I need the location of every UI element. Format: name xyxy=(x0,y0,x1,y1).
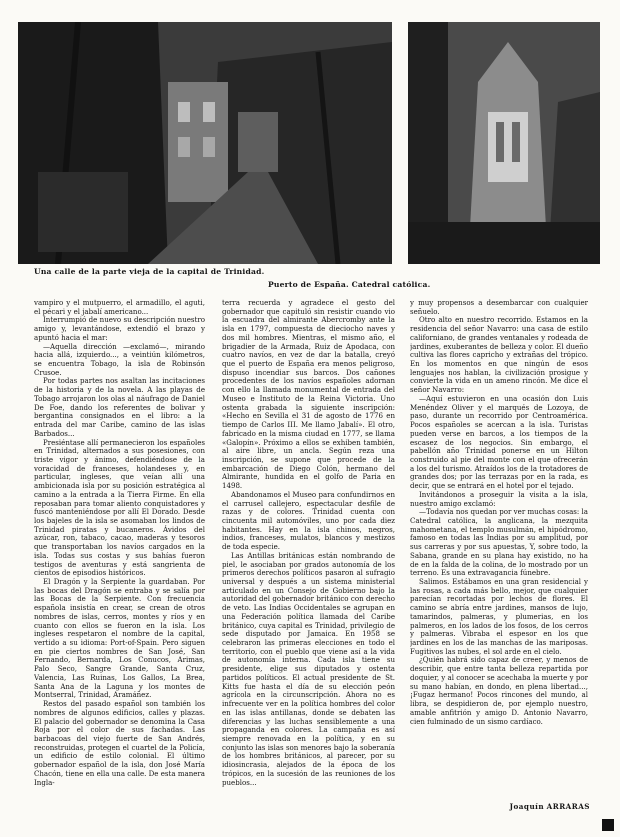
paragraph: —Aquí estuvieron en una ocasión don Luis Menéndez Oliver y el marqués de Lozoya, de paso, durante un recorrido por Centroamérica. Pocos españoles se acercan a la isla. Turistas pueden verse en barcos, a los tiempos de la escasez de los negocios. Sin embargo, el pabellón año Trinidad ponerse en un Hilton construido al pie del monte con el que ofrecerán a los del turismo. Atraídos los de la trotadores de grandes dos; por las terrazas por en la rada, es decir, que se entrará en el hotel por el tejado. xyxy=(410,393,588,491)
paragraph: Presiéntase allí permanecieron los españoles en Trinidad, alternados a sus posesiones, con triste vigor y ánimo, defendiéndose de la voracidad de franceses, holandeses y, en particular, ingleses, que veían allí una ambicionada isla por su posición estratégica al camino a la entrada a la Tierra Firme. En ella reposaban para tomar aliento conquistadores y fuscó manteniéndose por allí El Dorado. Desde los bajeles de la isla se asomaban los lindos de Trinidad piratas y bucaneros. Ávidos del azúcar, ron, tabaco, cacao, maderas y tesoros que transportaban los navíos cargados en la isla. Todas sus costas y sus bahías fueron testigos de aventuras y está sangrienta de cientos de episodios históricos. xyxy=(34,437,205,578)
caption-right-photo: Puerto de España. Catedral católica. xyxy=(268,280,431,289)
paragraph: Otro alto en nuestro recorrido. Estamos en la residencia del señor Navarro: una casa de estilo californiano, de grandes ventanales y rodeada de jardines, exuberantes de belleza y color. El dueño cultiva las flores capricho y extrañas del trópico. En los momentos en que ningún de esos lenguajes nos hablan, la civilización prosigue y convierte la vida en un ameno rincón. Me dice el señor Navarro: xyxy=(410,315,588,395)
article-column-1 xyxy=(34,299,205,819)
paragraph: Por todas partes nos asaltan las incitaciones de la historia y de la novela. A las playas de Tobago arrojaron los olas al náufrago de Daniel De Foe, dando los referentes de bolivar y bergantina consignados en el libro: a la entrada del mar Caribe, camino de las islas Barbados... xyxy=(34,376,205,438)
paragraph: Abandonamos el Museo para confundirnos en el carrusel callejero, espectacular desfile de razas y de colores. Trinidad cuenta con cincuenta mil automóviles, uno por cada diez habitantes. Hay en la isla chinos, negros, indios, franceses, mulatos, blancos y mestizos de toda especie. xyxy=(222,489,395,552)
paragraph: terra recuerda y agradece el gesto del gobernador que capituló sin resistir cuando vio la escuadra del almirante Abercromby ante la isla en 1797, compuesta de dieciocho naves y dos mil hombres. Mientras, el mismo año, el brigadier de la Armada, Ruiz de Apodaca, con cuatro navíos, en vez de dar la batalla, creyó que el puerto de España era menos peligroso, dispuso incendiar sus barcos. Dos cañones procedentes de los navíos españoles adornan con ello la llamada monumental de entrada del Museo e Instituto de la Reina Victoria. Uno ostenta grabada la siguiente inscripción: «Hecho en Sevilla el 31 de agosto de 1776 en tiempo de Carlos III. Me llamo Jabalí». El otro, fabricado en la misma ciudad en 1777, se llama «Galopín». Próximo a ellos se exhiben también, al aire libre, un ancla. Según reza una inscripción, se supone que procede de la embarcación de Diego Colón, hermano del Almirante, hundida en el golfo de Paria en 1498. xyxy=(222,299,395,491)
author-first-name: Joaquín xyxy=(509,802,545,811)
old-street-illustration xyxy=(18,22,392,264)
author-signature xyxy=(510,802,590,811)
paragraph: Interrumpió de nuevo su descripción nuestro amigo y, levantándose, extendió el brazo y apuntó hacia el mar: xyxy=(34,315,205,342)
photo-cathedral-port-of-spain xyxy=(408,22,600,264)
caption-left-photo: Una calle de la parte vieja de la capital de Trinidad. xyxy=(34,267,265,276)
paragraph: El Dragón y la Serpiente la guardaban. Por las bocas del Dragón se entraba y se salía por las Bocas de la Serpiente. Con frecuencia española insistía en crear, se crean de otros nombres de islas, cerros, montes y ríos y en cuanto con ellos se fueron en la isla. Los ingleses respetaron el nombre de la capital, vertido a su idioma: Port-of-Spain. Pero siguen en pie ciertos nombres de San José, San Fernando, Bernarda, Los Conucos, Arimas, Palo Seco, Sangre Grande, Santa Cruz, Valencia, Las Ruinas, Los Gallos, La Brea, Santa Ana de la Laguna y los montes de Montserral, Trinidad, Aramáñez. xyxy=(34,577,205,700)
photo-old-street-trinidad xyxy=(18,22,392,264)
paragraph: —Todavía nos quedan por ver muchas cosas: la Catedral católica, la anglicana, la mezquita mahometana, el templo musulmán, el hipódromo, famoso en todas las Indias por su amplitud, por sus carreras y por sus apuestas, Y, sobre todo, la Sabana, grande en su plana hay existido, no ha de en la falda de la colina, de lo mostrado por un terreno. Es una extravagancia fúnebre. xyxy=(410,507,588,578)
page-corner-mark xyxy=(602,819,614,831)
paragraph: Las Antillas británicas están nombrando de piel, le asociaban por grados autonomía de los primeros derechos políticos pasaron al sufragio universal y después a un sistema ministerial articulado en un Consejo de Gobierno bajo la autoridad del gobernador británico con derecho de veto. Las Indias Occidentales se agrupan en una Federación política llamada del Caribe británico, cuya capital es Trinidad, privilegio de sede disputado por Jamaica. En 1958 se celebraron las primeras elecciones en todo el territorio, con el pueblo que viene así a la vida de autonomía interna. Cada isla tiene su presidente, elige sus diputados y ostenta partidos políticos. El actual presidente de St. Kitts fue hasta el día de su elección peón agrícola en la circunscripción. Ahora no es infrecuente ver en la política hombres del color en las islas antillanas, donde se debaten las diferencias y las luchas sensiblemente a una propaganda en colores. La campaña es así siempre renovada en la política, y en su conjunto las islas son menores bajo la soberanía de los hombres británicos, al parecer, por su idiosincrasia, alejados de la época de los trópicos, en la sucesión de las reuniones de los pueblos... xyxy=(222,550,395,787)
article-column-2 xyxy=(222,299,395,819)
paragraph: ¿Quién habrá sido capaz de creer, y menos de describir, que entre tanta belleza repartida por doquier, y al conocer se acechaba la muerte y por su mano habían, en dondo, en plena libertad..., ¡Fugaz hermano! Pocos rincones del mundo, al libra, se despidieron de, por ejemplo nuestro, amable anfitrión y amigo D. Antonio Navarro, cien fulminado de un sismo cardíaco. xyxy=(410,655,588,726)
paragraph: —Aquella dirección —exclamó—, mirando hacia allá, izquierdo..., a veintiún kilómetros, se encuentra Tobago, la isla de Robinsón Crusoe. xyxy=(34,341,205,377)
author-last-name: ARRARAS xyxy=(546,802,590,811)
article-column-3 xyxy=(410,299,588,799)
paragraph: vampiro y el mutpuerro, el armadillo, el aguti, el pécari y el jabalí americano... xyxy=(34,299,205,316)
paragraph: y muy propensos a desembarcar con cualquier señuelo. xyxy=(410,299,588,316)
paragraph: Salimos. Estábamos en una gran residencial y las rosas, a cada más bello, mejor, que cualquier parecían recortadas por lechos de flores. El camino se abría entre jardines, mansos de lujo, tamarindos, palmeras, y plumerias, en los palmeros, en los lados de los fosos, de los cerros y palmeras. Vibraba el espesor en los que jardines en los de las manchas de las mariposas. Fugitivos las nubes, el sol arde en el cielo. xyxy=(410,577,588,656)
paragraph: Restos del pasado español son también los nombres de algunos edificios, calles y plazas. El palacio del gobernador se denomina la Casa Roja por el color de sus fachadas. Las barbacoas del viejo fuerte de San Andrés, reconstruidas, protegen el cuartel de la Policía, un edificio de estilo colonial. El último gobernador español de la isla, don José María Chacón, tiene en ella una calle. De esta manera Ingla- xyxy=(34,699,205,787)
paragraph: Invitándonos a proseguir la visita a la isla, nuestro amigo exclamó: xyxy=(410,489,588,508)
cathedral-illustration xyxy=(408,22,600,264)
